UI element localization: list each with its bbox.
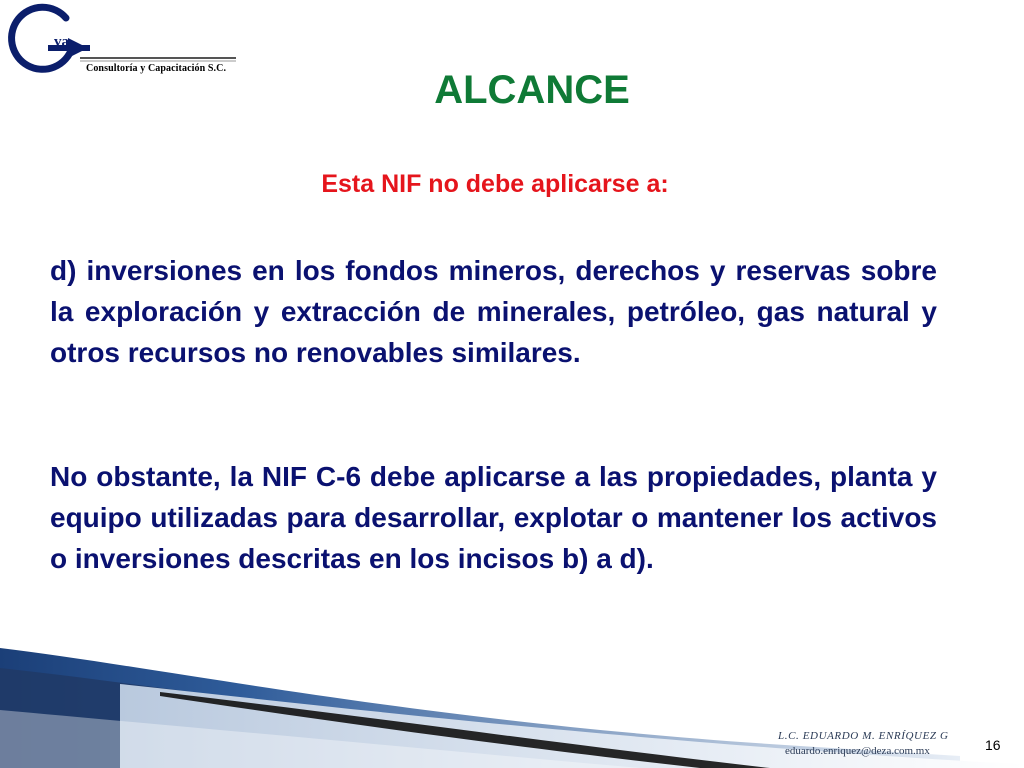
slide-subtitle: Esta NIF no debe aplicarse a: (321, 170, 669, 198)
slide-title: ALCANCE (434, 68, 630, 112)
page-number: 16 (985, 737, 1001, 753)
company-name: Consultoría y Capacitación S.C. (86, 63, 227, 74)
logo-letters: va (54, 34, 69, 50)
company-logo (4, 2, 244, 78)
paragraph-nif-c6-note: No obstante, la NIF C-6 debe aplicarse a las propiedades, planta y equipo utilizadas para desarrollar, explotar o mantener los activos o inversiones descritas en los incisos b) a d). (50, 461, 937, 574)
paragraph-scope-exclusion: d) inversiones en los fondos mineros, derechos y reservas sobre la exploración y extracción de minerales, petróleo, gas natural y otros recursos no renovables similares. (50, 255, 937, 368)
footer-author: L.C. EDUARDO M. ENRÍQUEZ G (778, 730, 949, 742)
footer-email: eduardo.enriquez@deza.com.mx (785, 745, 930, 757)
